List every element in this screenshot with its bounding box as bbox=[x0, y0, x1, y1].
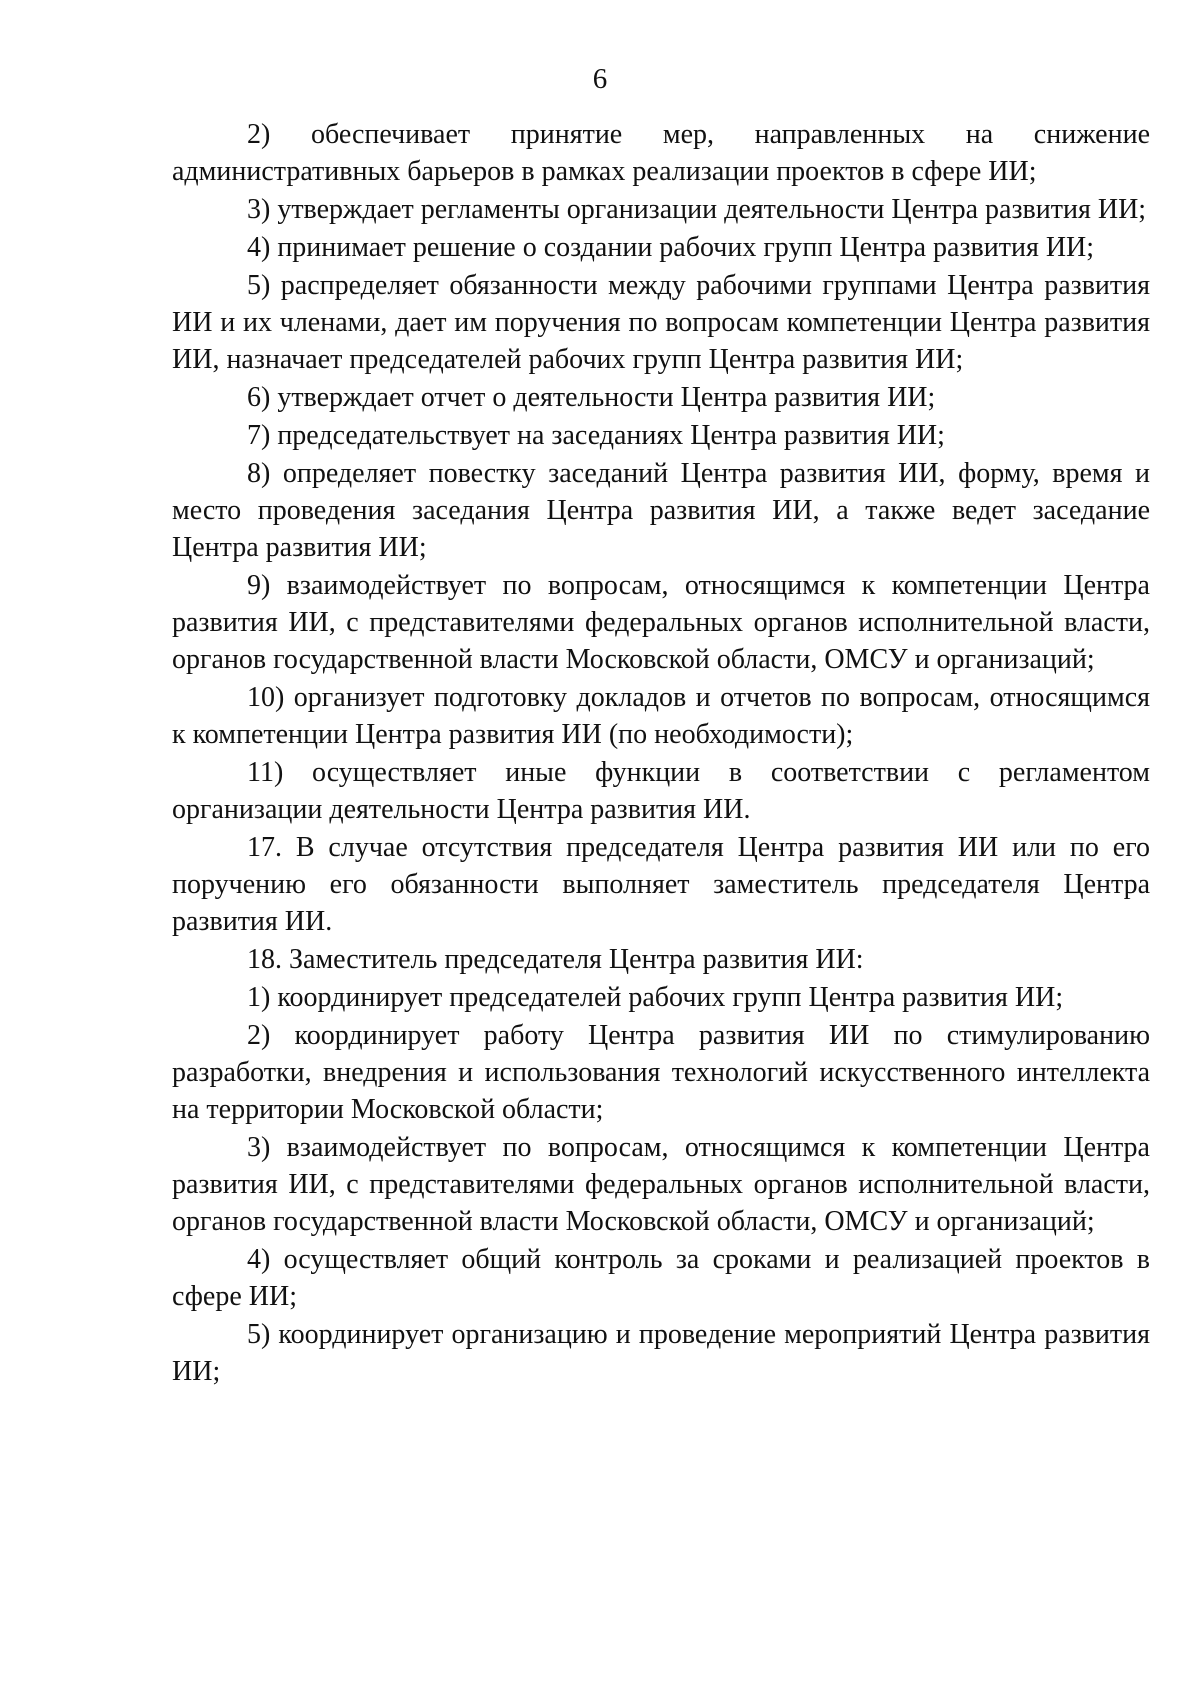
paragraph-item-4: 4) принимает решение о создании рабочих групп Центра развития ИИ; bbox=[247, 232, 1095, 263]
document-body bbox=[172, 116, 1150, 1391]
deputy-duty-3: 3) взаимодействует по вопросам, относящимся к компетенции Центра развития ИИ, с представителями федеральных органов исполнительной власти, органов государственной власти Московской области, ОМСУ и организаций; bbox=[172, 1132, 1150, 1237]
clause-18-heading: 18. Заместитель председателя Центра развития ИИ: bbox=[247, 944, 864, 975]
paragraph-item-10: 10) организует подготовку докладов и отчетов по вопросам, относящимся к компетенции Центра развития ИИ (по необходимости); bbox=[172, 682, 1150, 750]
deputy-duty-5: 5) координирует организацию и проведение мероприятий Центра развития ИИ; bbox=[172, 1319, 1150, 1387]
deputy-duty-1: 1) координирует председателей рабочих групп Центра развития ИИ; bbox=[247, 982, 1064, 1013]
paragraph-item-9: 9) взаимодействует по вопросам, относящимся к компетенции Центра развития ИИ, с представителями федеральных органов исполнительной власти, органов государственной власти Московской области, ОМСУ и организаций; bbox=[172, 570, 1150, 675]
paragraph-item-8: 8) определяет повестку заседаний Центра развития ИИ, форму, время и место проведения заседания Центра развития ИИ, а также ведет заседание Центра развития ИИ; bbox=[172, 458, 1150, 563]
paragraph-item-6: 6) утверждает отчет о деятельности Центра развития ИИ; bbox=[247, 382, 936, 413]
paragraph-item-5: 5) распределяет обязанности между рабочими группами Центра развития ИИ и их членами, дает им поручения по вопросам компетенции Центра развития ИИ, назначает председателей рабочих групп Центра развития ИИ; bbox=[172, 270, 1150, 375]
clause-17: 17. В случае отсутствия председателя Центра развития ИИ или по его поручению его обязанности выполняет заместитель председателя Центра развития ИИ. bbox=[172, 832, 1150, 937]
deputy-duty-4: 4) осуществляет общий контроль за сроками и реализацией проектов в сфере ИИ; bbox=[172, 1244, 1150, 1312]
paragraph-item-2: 2) обеспечивает принятие мер, направленных на снижение административных барьеров в рамках реализации проектов в сфере ИИ; bbox=[172, 119, 1150, 187]
page-number: 6 bbox=[592, 63, 608, 95]
paragraph-item-7: 7) председательствует на заседаниях Центра развития ИИ; bbox=[247, 420, 945, 451]
deputy-duty-2: 2) координирует работу Центра развития ИИ по стимулированию разработки, внедрения и использования технологий искусственного интеллекта на территории Московской области; bbox=[172, 1020, 1150, 1125]
paragraph-item-3: 3) утверждает регламенты организации деятельности Центра развития ИИ; bbox=[247, 194, 1147, 225]
paragraph-item-11: 11) осуществляет иные функции в соответствии с регламентом организации деятельности Центра развития ИИ. bbox=[172, 757, 1150, 825]
